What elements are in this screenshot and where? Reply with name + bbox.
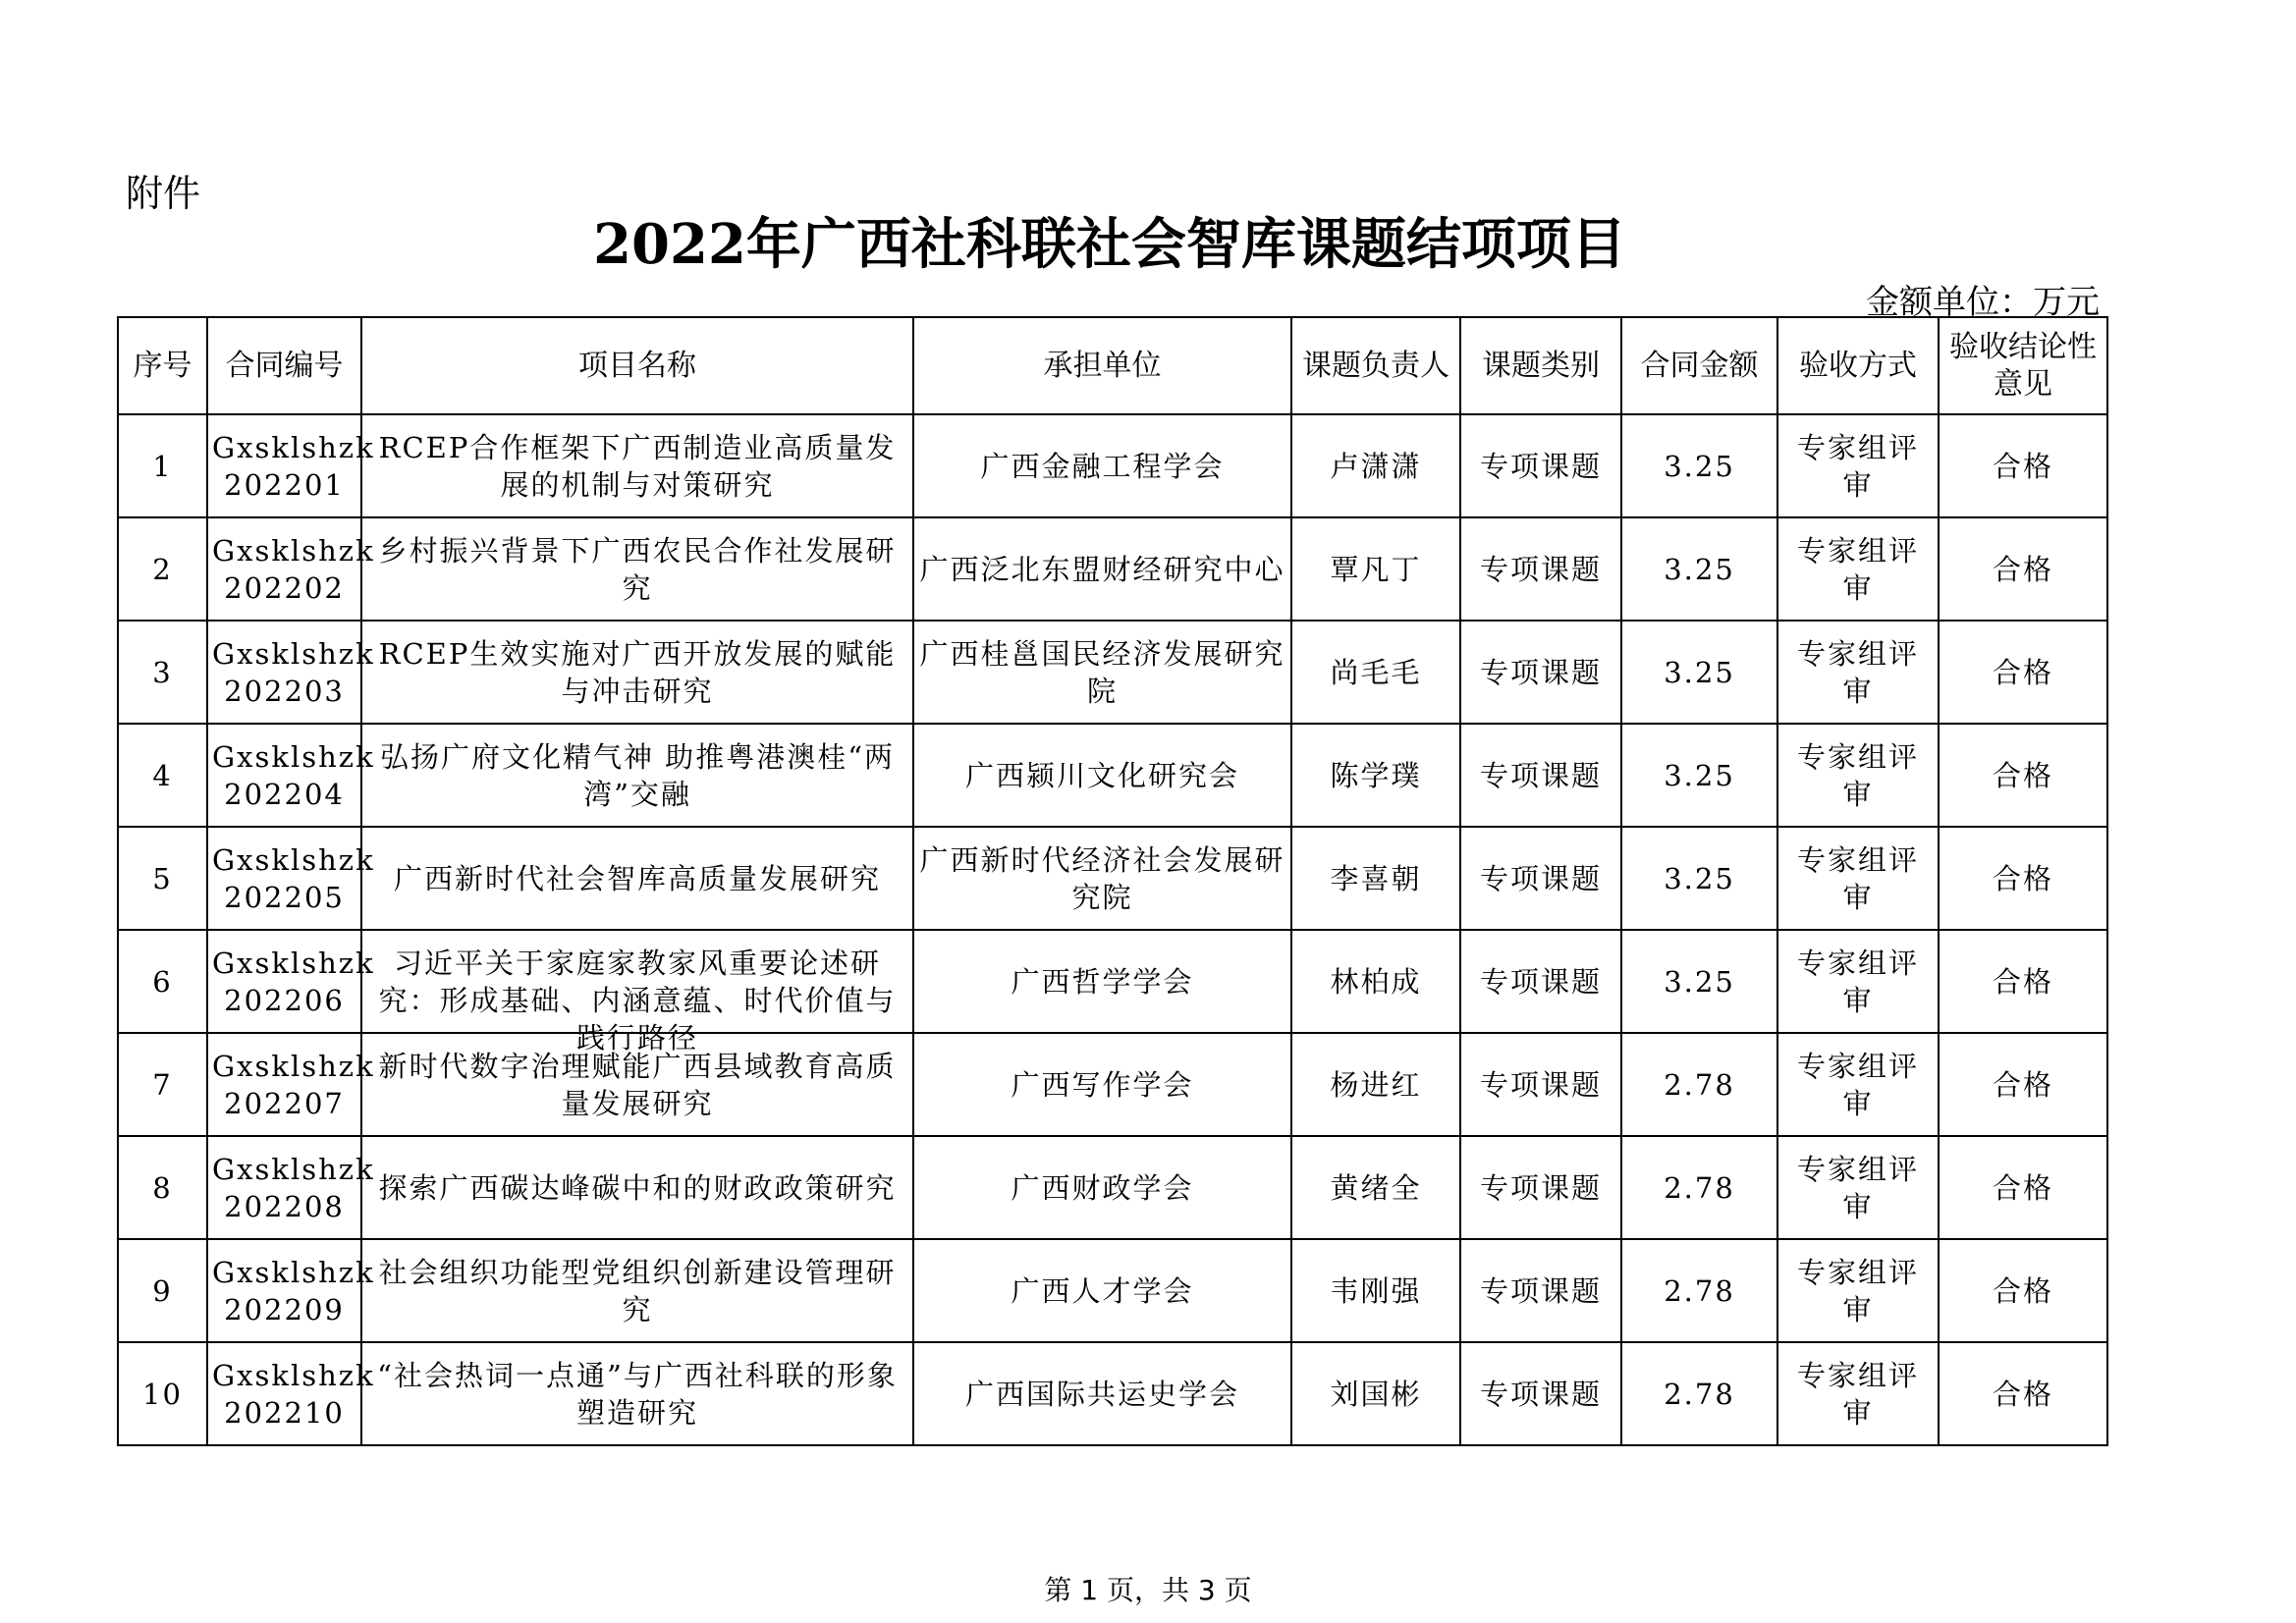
cell-unit-text: 广西桂邕国民经济发展研究院 (919, 636, 1285, 708)
cell-project-name-text: 探索广西碳达峰碳中和的财政政策研究 (378, 1170, 897, 1205)
cell-unit (913, 1239, 1291, 1342)
cell-project-name (361, 414, 913, 517)
cell-contract-no-text: Gxsklshzk 202202 (212, 533, 375, 605)
header-contract-no: 合同编号 (207, 317, 361, 414)
cell-category-text: 专项课题 (1479, 758, 1602, 792)
cell-review-method (1777, 1239, 1939, 1342)
cell-contract-no (207, 930, 375, 1033)
cell-amount (1621, 930, 1777, 1033)
attachment-label: 附件 (126, 172, 201, 215)
cell-project-name (361, 621, 913, 724)
cell-project-name (361, 1239, 913, 1342)
page-footer: 第 1 页，共 3 页 (1044, 1574, 1252, 1606)
cell-conclusion (1939, 517, 2107, 621)
cell-conclusion (1939, 1136, 2107, 1239)
table-row (118, 621, 2107, 724)
cell-contract-no (207, 621, 375, 724)
header-project-name: 项目名称 (361, 317, 913, 414)
cell-review-method (1777, 724, 1939, 827)
cell-category-text: 专项课题 (1479, 1067, 1602, 1102)
cell-contract-no (207, 1342, 375, 1445)
cell-project-name-text: 社会组织功能型党组织创新建设管理研究 (378, 1255, 897, 1326)
cell-contract-no (207, 414, 375, 517)
cell-leader-text: 黄绪全 (1330, 1170, 1422, 1205)
cell-leader (1291, 621, 1460, 724)
cell-amount-text: 3.25 (1664, 655, 1735, 689)
cell-contract-no-text: Gxsklshzk 202209 (212, 1255, 375, 1326)
cell-category (1460, 827, 1621, 930)
cell-unit-text: 广西写作学会 (1011, 1067, 1194, 1102)
header-leader: 课题负责人 (1291, 317, 1460, 414)
cell-index-text: 9 (152, 1273, 173, 1308)
cell-index (118, 827, 207, 930)
cell-conclusion (1939, 827, 2107, 930)
cell-amount (1621, 517, 1777, 621)
cell-category-text: 专项课题 (1479, 1377, 1602, 1411)
cell-review-method-text: 专家组评审 (1796, 1358, 1919, 1430)
cell-amount-text: 3.25 (1664, 758, 1735, 792)
cell-leader (1291, 724, 1460, 827)
cell-index-text: 7 (152, 1067, 173, 1102)
cell-index (118, 621, 207, 724)
table-row (118, 1033, 2107, 1136)
cell-category (1460, 517, 1621, 621)
cell-review-method (1777, 517, 1939, 621)
cell-conclusion-text: 合格 (1992, 1273, 2053, 1308)
table-row (118, 724, 2107, 827)
cell-review-method-text: 专家组评审 (1796, 946, 1919, 1017)
cell-amount (1621, 827, 1777, 930)
cell-contract-no-text: Gxsklshzk 202205 (212, 842, 375, 914)
cell-leader-text: 韦刚强 (1330, 1273, 1422, 1308)
cell-contract-no (207, 1136, 375, 1239)
cell-category (1460, 621, 1621, 724)
cell-contract-no-text: Gxsklshzk 202207 (212, 1049, 375, 1120)
cell-review-method-text: 专家组评审 (1796, 1049, 1919, 1120)
cell-index (118, 930, 207, 1033)
cell-category-text: 专项课题 (1479, 861, 1602, 895)
cell-project-name-text: 习近平关于家庭家教家风重要论述研究：形成基础、内涵意蕴、时代价值与践行路径 (378, 946, 897, 1055)
cell-index-text: 8 (152, 1170, 173, 1205)
cell-conclusion (1939, 1239, 2107, 1342)
cell-index (118, 1239, 207, 1342)
cell-conclusion (1939, 1342, 2107, 1445)
cell-amount (1621, 1342, 1777, 1445)
cell-review-method-text: 专家组评审 (1796, 842, 1919, 914)
amount-unit-note: 金额单位：万元 (1866, 283, 2100, 322)
cell-unit (913, 827, 1291, 930)
cell-leader (1291, 414, 1460, 517)
cell-review-method-text: 专家组评审 (1796, 636, 1919, 708)
cell-index-text: 10 (142, 1377, 183, 1411)
cell-category-text: 专项课题 (1479, 552, 1602, 586)
cell-conclusion (1939, 621, 2107, 724)
cell-project-name (361, 930, 913, 1055)
cell-review-method (1777, 1342, 1939, 1445)
cell-amount (1621, 1239, 1777, 1342)
cell-index (118, 414, 207, 517)
cell-contract-no-text: Gxsklshzk 202201 (212, 430, 375, 502)
cell-unit (913, 1136, 1291, 1239)
cell-amount (1621, 1136, 1777, 1239)
cell-unit (913, 517, 1291, 621)
cell-index-text: 5 (152, 861, 173, 895)
cell-category-text: 专项课题 (1479, 1170, 1602, 1205)
cell-category-text: 专项课题 (1479, 449, 1602, 483)
cell-review-method (1777, 1033, 1939, 1136)
cell-project-name (361, 517, 913, 621)
cell-review-method-text: 专家组评审 (1796, 1152, 1919, 1223)
cell-index (118, 1342, 207, 1445)
cell-index-text: 3 (152, 655, 173, 689)
cell-amount-text: 3.25 (1664, 861, 1735, 895)
cell-category (1460, 414, 1621, 517)
cell-leader-text: 覃凡丁 (1330, 552, 1422, 586)
table-row (118, 827, 2107, 930)
cell-leader-text: 刘国彬 (1330, 1377, 1422, 1411)
cell-contract-no (207, 1033, 375, 1136)
cell-contract-no-text: Gxsklshzk 202206 (212, 946, 375, 1017)
cell-leader (1291, 827, 1460, 930)
cell-review-method (1777, 621, 1939, 724)
cell-contract-no-text: Gxsklshzk 202204 (212, 739, 375, 811)
cell-category (1460, 1033, 1621, 1136)
cell-leader (1291, 1239, 1460, 1342)
cell-conclusion (1939, 1033, 2107, 1136)
projects-table (117, 316, 2108, 1446)
cell-review-method-text: 专家组评审 (1796, 533, 1919, 605)
cell-conclusion-text: 合格 (1992, 1377, 2053, 1411)
table-row (118, 1342, 2107, 1445)
cell-contract-no (207, 517, 375, 621)
cell-unit-text: 广西新时代经济社会发展研究院 (919, 842, 1285, 914)
cell-amount (1621, 621, 1777, 724)
cell-unit-text: 广西人才学会 (1011, 1273, 1194, 1308)
cell-unit-text: 广西泛北东盟财经研究中心 (919, 552, 1285, 586)
cell-conclusion-text: 合格 (1992, 758, 2053, 792)
cell-unit (913, 414, 1291, 517)
cell-contract-no-text: Gxsklshzk 202208 (212, 1152, 375, 1223)
cell-leader-text: 卢潇潇 (1330, 449, 1422, 483)
cell-index-text: 4 (152, 758, 173, 792)
cell-leader (1291, 1136, 1460, 1239)
cell-review-method-text: 专家组评审 (1796, 1255, 1919, 1326)
cell-category (1460, 1239, 1621, 1342)
cell-leader-text: 林柏成 (1330, 964, 1422, 999)
cell-index (118, 1136, 207, 1239)
header-unit: 承担单位 (913, 317, 1291, 414)
cell-category-text: 专项课题 (1479, 1273, 1602, 1308)
cell-unit (913, 930, 1291, 1033)
cell-project-name-text: 新时代数字治理赋能广西县域教育高质量发展研究 (378, 1049, 897, 1120)
cell-unit-text: 广西财政学会 (1011, 1170, 1194, 1205)
cell-project-name-text: “社会热词一点通”与广西社科联的形象塑造研究 (377, 1358, 898, 1430)
cell-conclusion-text: 合格 (1992, 861, 2053, 895)
cell-contract-no (207, 724, 375, 827)
cell-amount-text: 3.25 (1664, 552, 1735, 586)
cell-project-name-text: 广西新时代社会智库高质量发展研究 (393, 861, 881, 895)
cell-amount (1621, 724, 1777, 827)
header-conclusion: 验收结论性意见 (1939, 317, 2107, 414)
cell-leader-text: 李喜朝 (1330, 861, 1422, 895)
cell-unit (913, 724, 1291, 827)
table-row (118, 517, 2107, 621)
table-row (118, 930, 2107, 1033)
cell-contract-no (207, 1239, 375, 1342)
cell-unit (913, 621, 1291, 724)
cell-contract-no (207, 827, 375, 930)
cell-review-method (1777, 827, 1939, 930)
cell-conclusion-text: 合格 (1992, 1170, 2053, 1205)
cell-category-text: 专项课题 (1479, 655, 1602, 689)
cell-contract-no-text: Gxsklshzk 202203 (212, 636, 375, 708)
cell-category (1460, 930, 1621, 1033)
cell-conclusion (1939, 930, 2107, 1033)
cell-conclusion-text: 合格 (1992, 964, 2053, 999)
cell-conclusion-text: 合格 (1992, 449, 2053, 483)
cell-index-text: 1 (152, 449, 173, 483)
header-index: 序号 (118, 317, 207, 414)
cell-amount-text: 2.78 (1664, 1377, 1735, 1411)
cell-project-name (361, 1136, 913, 1239)
table-header-row (118, 317, 2107, 414)
cell-project-name (361, 1033, 913, 1136)
table-row (118, 1239, 2107, 1342)
cell-unit-text: 广西国际共运史学会 (964, 1377, 1239, 1411)
cell-project-name-text: RCEP生效实施对广西开放发展的赋能与冲击研究 (378, 636, 897, 708)
cell-unit (913, 1342, 1291, 1445)
cell-review-method-text: 专家组评审 (1796, 430, 1919, 502)
cell-amount-text: 3.25 (1664, 964, 1735, 999)
cell-leader (1291, 1033, 1460, 1136)
cell-leader-text: 尚毛毛 (1330, 655, 1422, 689)
cell-contract-no-text: Gxsklshzk 202210 (212, 1358, 375, 1430)
cell-leader (1291, 1342, 1460, 1445)
cell-amount (1621, 414, 1777, 517)
cell-review-method (1777, 930, 1939, 1033)
cell-category (1460, 1136, 1621, 1239)
cell-category (1460, 724, 1621, 827)
cell-category-text: 专项课题 (1479, 964, 1602, 999)
cell-conclusion (1939, 414, 2107, 517)
cell-project-name (361, 724, 913, 827)
cell-index-text: 6 (152, 964, 173, 999)
cell-leader-text: 陈学璞 (1330, 758, 1422, 792)
cell-index-text: 2 (152, 552, 173, 586)
header-category: 课题类别 (1460, 317, 1621, 414)
cell-review-method (1777, 414, 1939, 517)
cell-index (118, 517, 207, 621)
cell-amount-text: 3.25 (1664, 449, 1735, 483)
cell-leader (1291, 930, 1460, 1033)
cell-project-name (361, 827, 913, 930)
cell-review-method (1777, 1136, 1939, 1239)
document-title: 2022年广西社科联社会智库课题结项项目 (593, 212, 1626, 277)
cell-index (118, 1033, 207, 1136)
cell-index (118, 724, 207, 827)
table-row (118, 414, 2107, 517)
cell-project-name-text: 弘扬广府文化精气神 助推粤港澳桂“两湾”交融 (379, 739, 896, 811)
cell-conclusion-text: 合格 (1992, 1067, 2053, 1102)
cell-unit-text: 广西颍川文化研究会 (964, 758, 1239, 792)
cell-amount-text: 2.78 (1664, 1067, 1735, 1102)
cell-unit-text: 广西金融工程学会 (980, 449, 1225, 483)
cell-project-name (361, 1342, 913, 1445)
cell-leader-text: 杨进红 (1330, 1067, 1422, 1102)
cell-unit-text: 广西哲学学会 (1011, 964, 1194, 999)
cell-amount-text: 2.78 (1664, 1273, 1735, 1308)
cell-category (1460, 1342, 1621, 1445)
header-amount: 合同金额 (1621, 317, 1777, 414)
cell-project-name-text: 乡村振兴背景下广西农民合作社发展研究 (378, 533, 897, 605)
cell-review-method-text: 专家组评审 (1796, 739, 1919, 811)
table-row (118, 1136, 2107, 1239)
cell-conclusion (1939, 724, 2107, 827)
cell-conclusion-text: 合格 (1992, 552, 2053, 586)
cell-project-name-text: RCEP合作框架下广西制造业高质量发展的机制与对策研究 (378, 430, 897, 502)
cell-unit (913, 1033, 1291, 1136)
header-review-method: 验收方式 (1777, 317, 1939, 414)
cell-amount (1621, 1033, 1777, 1136)
cell-amount-text: 2.78 (1664, 1170, 1735, 1205)
cell-leader (1291, 517, 1460, 621)
cell-conclusion-text: 合格 (1992, 655, 2053, 689)
